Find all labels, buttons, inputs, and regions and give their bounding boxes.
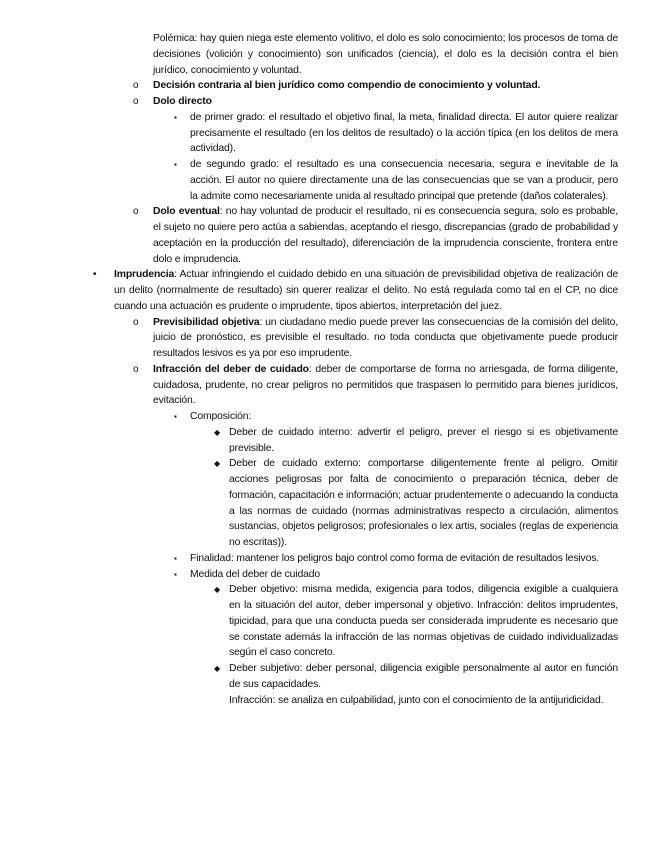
square-bullet-icon: ▪ xyxy=(174,412,177,421)
item-text: : deber de comportarse de forma no arriesgada, de forma diligente, cuidadosa, prudente, no crear peligros no permitidos que traspasen lo permitido para bienes jurídicos, evitación. xyxy=(153,363,618,407)
diamond-bullet-icon: ◆ xyxy=(214,427,221,437)
list-item-deber-objetivo xyxy=(214,582,618,661)
item-text: Deber subjetivo: deber personal, diligencia exigible personalmente al autor en función de sus capacidades. xyxy=(229,663,618,690)
item-text-infraccion: Infracción: se analiza en culpabilidad, junto con el conocimiento de la antijuridicidad. xyxy=(229,694,604,706)
item-text: de segundo grado: el resultado es una consecuencia necesaria, segura e inevitable de la acción. El autor no quiere directamente una de las consecuencias que se van a producir, pero la admite como necesariamente unida al resultado principal que pretende (daños colaterales). xyxy=(190,159,618,202)
item-label: Decisión contraria al bien jurídico como compendio de conocimiento y voluntad. xyxy=(153,80,541,92)
list-item-dolo-directo xyxy=(133,94,618,110)
list-item-deber-subjetivo xyxy=(214,661,618,708)
list-item-dolo-eventual xyxy=(133,204,619,267)
list-item-imprudencia xyxy=(93,267,618,314)
item-text: : no hay voluntad de producir el resultado, ni es consecuencia segura, solo es probable, el sujeto no quiere pero actúa a sabiendas, aceptando el riesgo, discrepancias (grado de probabilidad y aceptación en la producción del resultado), diferenciación de la imprudencia consciente, frontera entre dolo e imprudencia. xyxy=(153,206,619,265)
item-label: Dolo eventual xyxy=(153,206,220,218)
diamond-bullet-icon: ◆ xyxy=(214,585,221,595)
list-item-composicion xyxy=(174,409,618,425)
circle-bullet-icon: o xyxy=(133,316,139,328)
item-text: : Actuar infringiendo el cuidado debido en una situación de previsibilidad objetiva de realización de un delito (normalmente de resultado) sin querer realizar el delito. No está regulada como tal en el CP, no dice cuando una actuación es prudente o imprudente, tipos abiertos, interpretación del juez. xyxy=(114,269,618,312)
list-item-medida xyxy=(174,567,618,583)
item-text: Composición: xyxy=(190,411,252,422)
circle-bullet-icon: o xyxy=(133,96,139,107)
item-text: Deber de cuidado interno: advertir el peligro, prever el riesgo si es objetivamente previsible. xyxy=(229,426,618,454)
item-text: Deber de cuidado externo: comportarse diligentemente frente al peligro. Omitir acciones peligrosas por falta de conocimiento o preparación técnica, deber de formación, capacitación e información; actuar prudentemente o adecuando la conducta a las normas de cuidado (normas administrativas respecto a circulación, alimentos sustancias, objetos peligrosos; profesionales o lex artis, sociales (reglas de experiencia no escritas)). xyxy=(229,458,618,548)
item-text: Finalidad: mantener los peligros bajo control como forma de evitación de resultados lesivos. xyxy=(190,552,599,564)
item-label: Previsibilidad objetiva xyxy=(153,316,260,328)
disc-bullet-icon: • xyxy=(93,269,97,281)
list-item-primer-grado xyxy=(174,110,618,157)
paragraph-polemica xyxy=(153,31,618,78)
circle-bullet-icon: o xyxy=(133,363,139,375)
list-item-infraccion xyxy=(133,362,618,409)
circle-bullet-icon: o xyxy=(133,80,139,92)
item-text: : un ciudadano medio puede prever las consecuencias de la comisión del delito, juicio de pronóstico, es previsible el resultado. no toda conducta que objetivamente puede producir resultados lesivos es ya por eso imprudente. xyxy=(153,316,618,359)
square-bullet-icon: ▪ xyxy=(174,569,177,579)
circle-bullet-icon: o xyxy=(133,206,139,218)
item-label: Dolo directo xyxy=(153,96,212,107)
square-bullet-icon: ▪ xyxy=(174,160,177,169)
item-text: Deber objetivo: misma medida, exigencia para todos, diligencia exigible a cualquiera en la situación del autor, deber impersonal y objetivo. Infracción: delitos imprudentes, tipicidad, para que una conducta pueda ser considerada imprudente es necesario que se constate además la infracción de las normas objetivas de cuidado individualizadas según el caso concreto. xyxy=(229,584,618,659)
square-bullet-icon: ▪ xyxy=(174,553,177,563)
item-text: de primer grado: el resultado el objetivo final, la meta, finalidad directa. El autor quiere realizar precisamente el resultado (en los delitos de resultado) o la acción típica (en los delitos de mera actividad). xyxy=(190,111,618,155)
list-item-finalidad xyxy=(174,551,618,567)
diamond-bullet-icon: ◆ xyxy=(214,459,221,469)
list-item-segundo-grado xyxy=(174,157,618,204)
square-bullet-icon: ▪ xyxy=(174,112,177,122)
item-label: Infracción del deber de cuidado xyxy=(153,363,309,375)
list-item-cuidado-externo xyxy=(214,456,618,551)
paragraph-text: Polémica: hay quien niega este elemento volitivo, el dolo es solo conocimiento; los procesos de toma de decisiones (volición y conocimiento) son unificados (ciencia), el dolo es la decisión contra el bien jurídico, conocimiento y voluntad. xyxy=(153,33,618,76)
list-item-decision xyxy=(133,78,618,94)
list-item-cuidado-interno xyxy=(214,425,618,457)
diamond-bullet-icon: ◆ xyxy=(214,664,221,673)
document-page xyxy=(0,31,655,708)
item-text: Medida del deber de cuidado xyxy=(190,568,320,580)
item-label: Imprudencia xyxy=(114,269,175,281)
list-item-previsibilidad xyxy=(133,315,618,362)
